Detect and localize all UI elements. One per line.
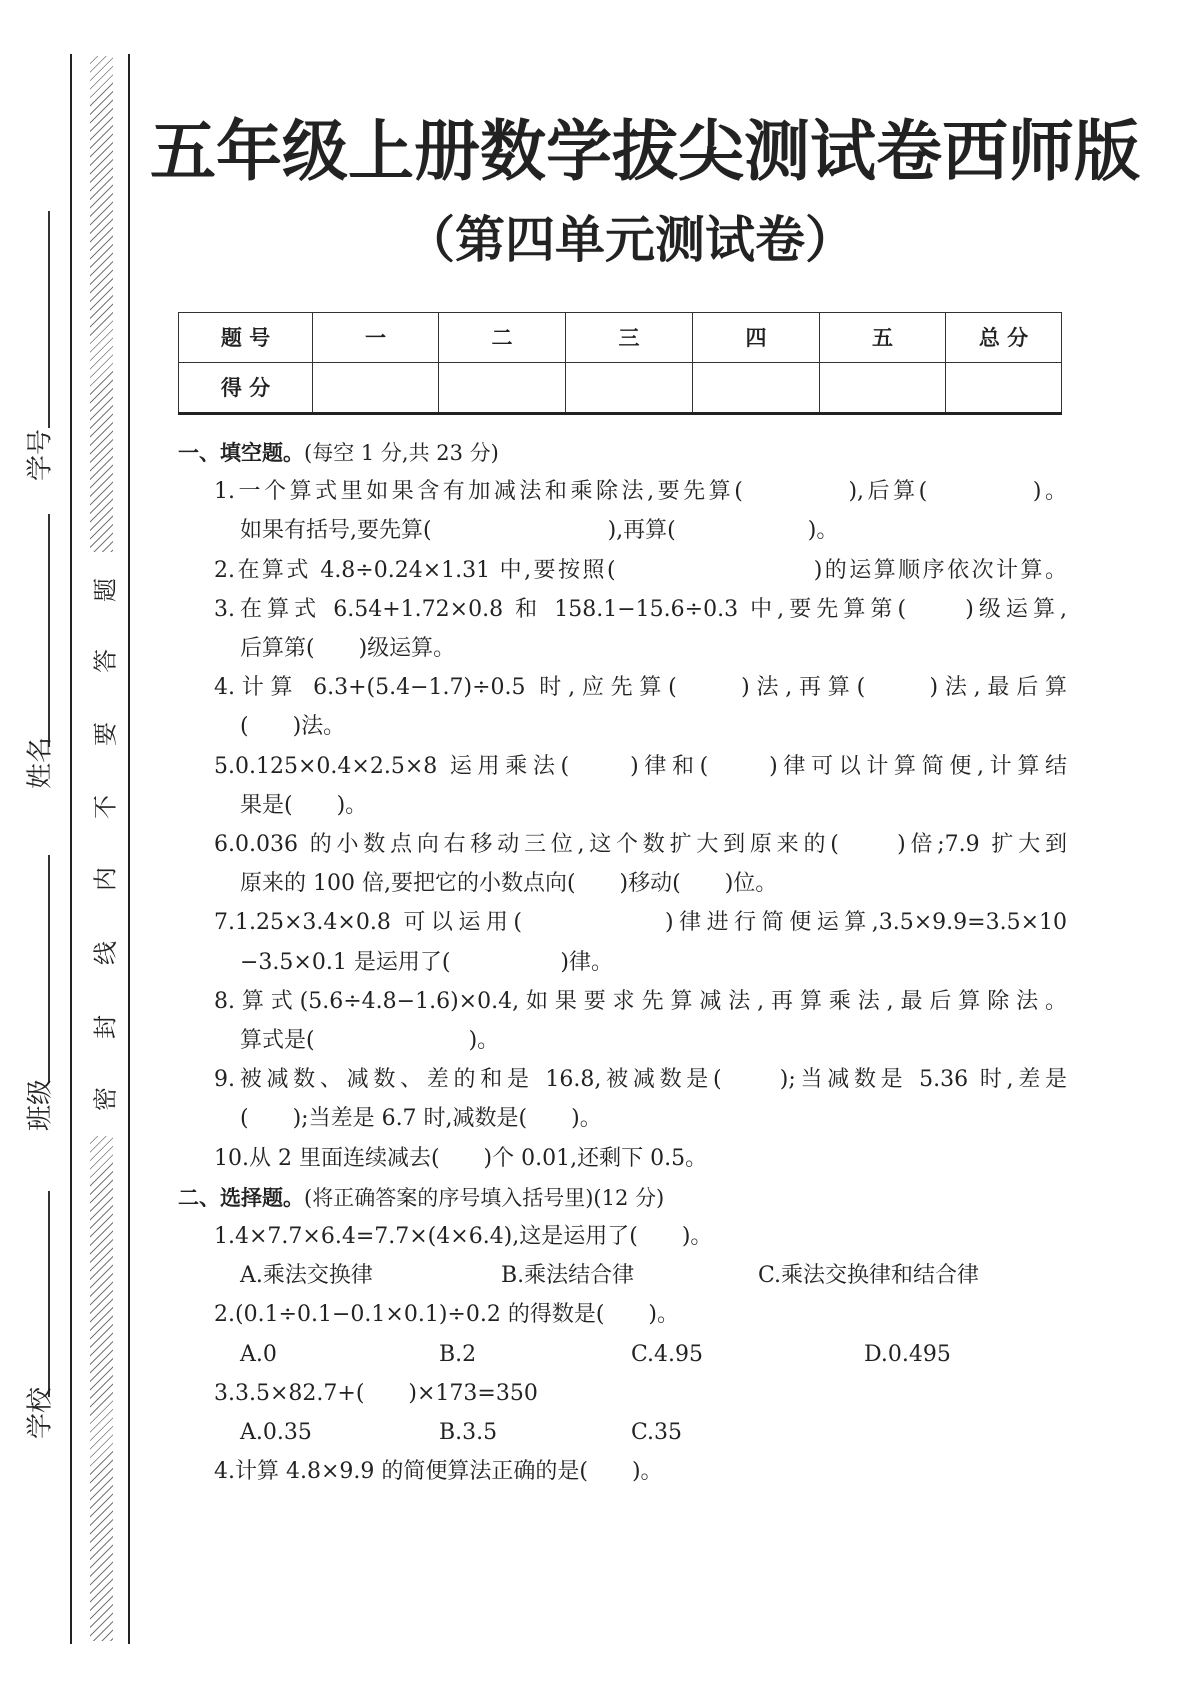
question-line: 2.在算式 4.8÷0.24×1.31 中,要按照( )的运算顺序依次计算。 (214, 557, 1067, 583)
question-line: 如果有括号,要先算( ),再算( )。 (240, 518, 839, 544)
label-school: 学校 (25, 1386, 56, 1440)
field-line-school[interactable] (48, 1191, 50, 1397)
question-line: ( )法。 (240, 714, 346, 740)
question-line: 4.计算 4.8×9.9 的简便算法正确的是( )。 (214, 1459, 663, 1485)
question-line: 1.一个算式里如果含有加减法和乘除法,要先算( ),后算( )。 (214, 479, 1067, 505)
seal-char: 答 (91, 649, 120, 673)
option-choice[interactable]: A.0 (240, 1341, 277, 1367)
score-cell[interactable] (693, 362, 820, 413)
question-line: 6.0.036 的小数点向右移动三位,这个数扩大到原来的( )倍;7.9 扩大到 (214, 832, 1067, 857)
label-student-id: 学号 (25, 428, 56, 482)
score-cell[interactable] (946, 362, 1062, 413)
header-cell: 总 分 (946, 313, 1062, 363)
section-title: 一、填空题。 (178, 441, 304, 465)
question-line: ( );当差是 6.7 时,减数是( )。 (240, 1106, 602, 1132)
section-2-heading (178, 1183, 664, 1213)
page-subtitle: （第四单元测试卷） (405, 211, 855, 269)
question-line: −3.5×0.1 是运用了( )律。 (240, 949, 614, 975)
question-line: 原来的 100 倍,要把它的小数点向( )移动( )位。 (240, 871, 778, 897)
question-line: 5.0.125×0.4×2.5×8 运用乘法( )律和( )律可以计算简便,计算结 (214, 753, 1067, 779)
seal-char: 要 (91, 722, 120, 746)
score-table (178, 312, 1062, 415)
score-cell[interactable] (566, 362, 693, 413)
question-line: 10.从 2 里面连续减去( )个 0.01,还剩下 0.5。 (214, 1145, 708, 1171)
question-line: 9.被减数、减数、差的和是 16.8,被减数是( );当减数是 5.36 时,差是 (214, 1067, 1067, 1093)
seal-char: 内 (91, 867, 120, 891)
field-line-class[interactable] (48, 855, 50, 1083)
field-line-student-id[interactable] (48, 211, 50, 428)
header-cell: 二 (439, 313, 566, 363)
seal-char: 题 (91, 578, 120, 602)
question-line: 1.4×7.7×6.4=7.7×(4×6.4),这是运用了( )。 (214, 1224, 713, 1249)
label-class: 班级 (25, 1078, 56, 1132)
header-cell: 四 (693, 313, 820, 363)
score-cell[interactable] (313, 362, 439, 413)
seal-char: 封 (91, 1015, 120, 1039)
question-line: 3.3.5×82.7+( )×173=350 (214, 1380, 538, 1406)
question-line: 3.在算式 6.54+1.72×0.8 和 158.1−15.6÷0.3 中,要先算第( )级运算, (214, 596, 1067, 622)
question-line: 算式是( )。 (240, 1028, 500, 1053)
question-line: 后算第( )级运算。 (240, 636, 456, 661)
question-line: 4.计算 6.3+(5.4−1.7)÷0.5 时,应先算( )法,再算( )法,最后算 (214, 675, 1067, 701)
header-cell: 题 号 (179, 313, 313, 363)
option-choice[interactable]: A.乘法交换律 (240, 1263, 373, 1289)
question-line: 果是( )。 (240, 792, 368, 818)
option-choice[interactable]: B.乘法结合律 (501, 1263, 635, 1289)
option-choice[interactable]: C.35 (631, 1420, 683, 1445)
score-cell[interactable] (820, 362, 946, 413)
page-title: 五年级上册数学拔尖测试卷西师版 (150, 113, 1140, 190)
seal-char: 线 (91, 941, 120, 965)
seal-char: 密 (91, 1087, 120, 1111)
hatch-bottom (90, 1136, 113, 1641)
section-note: (每空 1 分,共 23 分) (304, 441, 499, 465)
header-cell: 一 (313, 313, 439, 363)
option-choice[interactable]: B.3.5 (439, 1420, 498, 1445)
section-title: 二、选择题。 (178, 1185, 304, 1210)
hatch-top (90, 56, 113, 552)
option-choice[interactable]: B.2 (439, 1341, 477, 1367)
margin-line-outer (70, 54, 72, 1644)
header-cell: 五 (820, 313, 946, 363)
header-cell: 三 (566, 313, 693, 363)
section-1-heading (178, 438, 499, 468)
option-choice[interactable]: A.0.35 (240, 1420, 312, 1445)
row-label: 得 分 (179, 362, 313, 413)
score-cell[interactable] (439, 362, 566, 413)
question-line: 7.1.25×3.4×0.8 可以运用( )律进行简便运算,3.5×9.9=3.5×10 (214, 910, 1067, 936)
score-table-header-row (179, 313, 1062, 363)
label-name: 姓名 (25, 736, 56, 790)
seal-char: 不 (91, 795, 120, 819)
option-choice[interactable]: C.乘法交换律和结合律 (758, 1263, 980, 1289)
score-table-score-row (179, 362, 1062, 413)
question-line: 2.(0.1÷0.1−0.1×0.1)÷0.2 的得数是( )。 (214, 1302, 679, 1328)
section-note: (将正确答案的序号填入括号里)(12 分) (304, 1185, 665, 1210)
margin-line-inner (128, 54, 130, 1644)
question-line: 8.算式(5.6÷4.8−1.6)×0.4,如果要求先算减法,再算乘法,最后算除法。 (214, 988, 1067, 1014)
option-choice[interactable]: C.4.95 (631, 1341, 704, 1367)
field-line-name[interactable] (48, 514, 50, 747)
option-choice[interactable]: D.0.495 (864, 1341, 951, 1367)
